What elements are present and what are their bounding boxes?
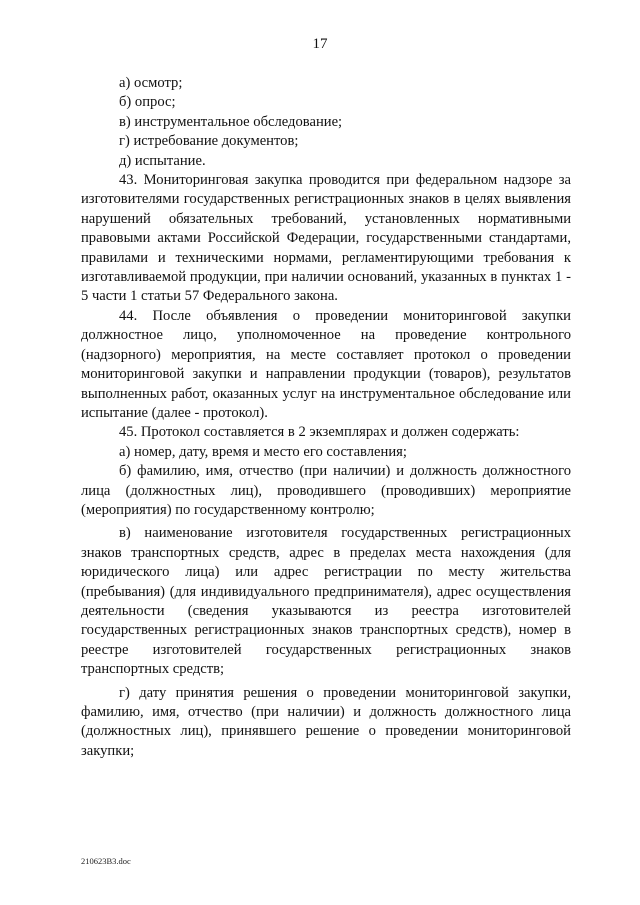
page-number: 17 <box>312 36 328 52</box>
protocol-item-b: б) фамилию, имя, отчество (при наличии) и должность должностного лица (должностных лиц), проводившего (проводивших) мероприятие (мероприятия) по государственному контролю; <box>81 463 571 518</box>
paragraph-43: 43. Мониторинговая закупка проводится при федеральном надзоре за изготовителями государственных регистрационных знаков в целях выявления нарушений обязательных требований, установленных нормативными правовыми актами Российской Федерации, государственными стандартами, правилами и техническими нормами, регламентирующими требования к изготавливаемой продукции, при наличии оснований, указанных в пунктах 1 - 5 части 1 статьи 57 Федерального закона. <box>81 172 571 305</box>
protocol-item-g: г) дату принятия решения о проведении мониторинговой закупки, фамилию, имя, отчество (при наличии) и должность должностного лица (должностных лиц), принявшего решение о проведении мониторинговой закупки; <box>81 684 571 759</box>
protocol-item-a: а) номер, дату, время и место его составления; <box>119 443 407 460</box>
list-item-g-document-request: г) истребование документов; <box>119 133 299 150</box>
paragraph-45: 45. Протокол составляется в 2 экземплярах и должен содержать: <box>119 424 520 441</box>
list-item-a-inspection: а) осмотр; <box>119 75 183 91</box>
list-item-v-instrumental-examination: в) инструментальное обследование; <box>119 113 343 130</box>
protocol-item-v: в) наименование изготовителя государственных регистрационных знаков транспортных средств, адрес в пределах места нахождения (для юридического лица) или адрес регистрации по месту жительства (пребывания) (для индивидуального предпринимателя), адрес осуществления деятельности (сведения указываются из реестра изготовителей государственных регистрационных знаков транспортных средств), номер в реестре изготовителей государственных регистрационных знаков транспортных средств; <box>81 525 571 678</box>
document-body <box>81 74 571 761</box>
paragraph-44: 44. После объявления о проведении мониторинговой закупки должностное лицо, уполномоченное на проведение контрольного (надзорного) мероприятия, на месте составляет протокол о проведении мониторинговой закупки и направлении продукции (товаров), результатов выполненных работ, оказанных услуг на инструментальное обследование или испытание (далее - протокол). <box>81 307 571 421</box>
list-item-d-testing: д) испытание. <box>119 152 206 169</box>
file-name-footer: 210623В3.doc <box>81 856 131 866</box>
list-item-b-survey: б) опрос; <box>119 94 176 111</box>
